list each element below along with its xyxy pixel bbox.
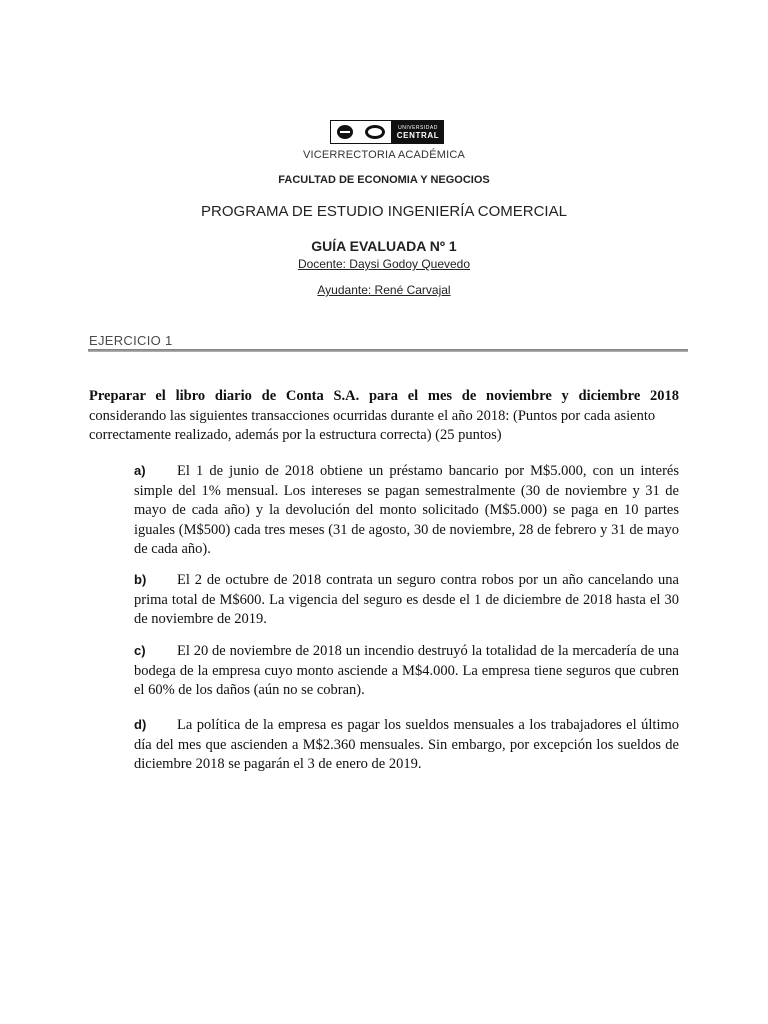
item-text: El 20 de noviembre de 2018 un incendio destruyó la totalidad de la mercadería de una bodega de la empresa cuyo monto asciende a M$4.000. La empresa tiene seguros que cubren el 60% de los daños (aún no se cobran).: [134, 643, 679, 698]
item-label: c): [134, 643, 146, 658]
logo-emblem: [330, 120, 392, 144]
ayudante-line: Ayudante: René Carvajal: [317, 283, 451, 297]
section-divider: [88, 349, 688, 352]
instructions-text: considerando las siguientes transacciones ocurridas durante el año 2018: (Puntos por cada asiento correctamente realizado, además por la estructura correcta) (25 puntos): [89, 407, 656, 443]
programa-heading: PROGRAMA DE ESTUDIO INGENIERÍA COMERCIAL: [201, 203, 567, 220]
logo-wordmark: [392, 120, 444, 144]
transaction-item-b: [134, 570, 679, 630]
oval-icon: [365, 125, 385, 139]
item-text: El 1 de junio de 2018 obtiene un préstamo bancario por M$5.000, con un interés simple del 1% mensual. Los intereses se pagan semestralmente (30 de noviembre y 31 de mayo de cada año) y la devolución del monto solicitado (M$5.000) se paga en 10 partes iguales (M$500) cada tres meses (31 de agosto, 30 de noviembre, 28 de febrero y 31 de mayo de cada año).: [134, 463, 679, 557]
item-text: La política de la empresa es pagar los sueldos mensuales a los trabajadores el último día del mes que ascienden a M$2.360 mensuales. Sin embargo, por excepción los sueldos de diciembre 2018 se pagarán el 3 de enero de 2019.: [134, 717, 679, 772]
item-label: a): [134, 463, 146, 478]
transaction-item-c: [134, 641, 679, 701]
item-label: d): [134, 717, 147, 732]
facultad-heading: FACULTAD DE ECONOMIA Y NEGOCIOS: [278, 174, 490, 186]
guia-title: GUÍA EVALUADA Nº 1: [311, 238, 457, 254]
transaction-item-a: [134, 461, 679, 560]
transaction-item-d: [134, 715, 679, 775]
exercise-instructions: [89, 387, 679, 446]
university-logo: [330, 120, 444, 144]
logo-small-text: UNIVERSIDAD: [398, 124, 438, 131]
globe-icon: [337, 125, 353, 139]
item-label: b): [134, 572, 147, 587]
item-text: El 2 de octubre de 2018 contrata un seguro contra robos por un año cancelando una prima total de M$600. La vigencia del seguro es desde el 1 de diciembre de 2018 hasta el 30 de noviembre de 2019.: [134, 572, 679, 627]
logo-big-text: CENTRAL: [396, 130, 440, 140]
docente-line: Docente: Daysi Godoy Quevedo: [297, 257, 471, 271]
section-title: EJERCICIO 1: [89, 333, 173, 348]
instructions-bold: Preparar el libro diario de Conta S.A. para el mes de noviembre y diciembre 2018: [89, 388, 679, 404]
vicerrectoria-heading: VICERRECTORIA ACADÉMICA: [302, 149, 466, 161]
